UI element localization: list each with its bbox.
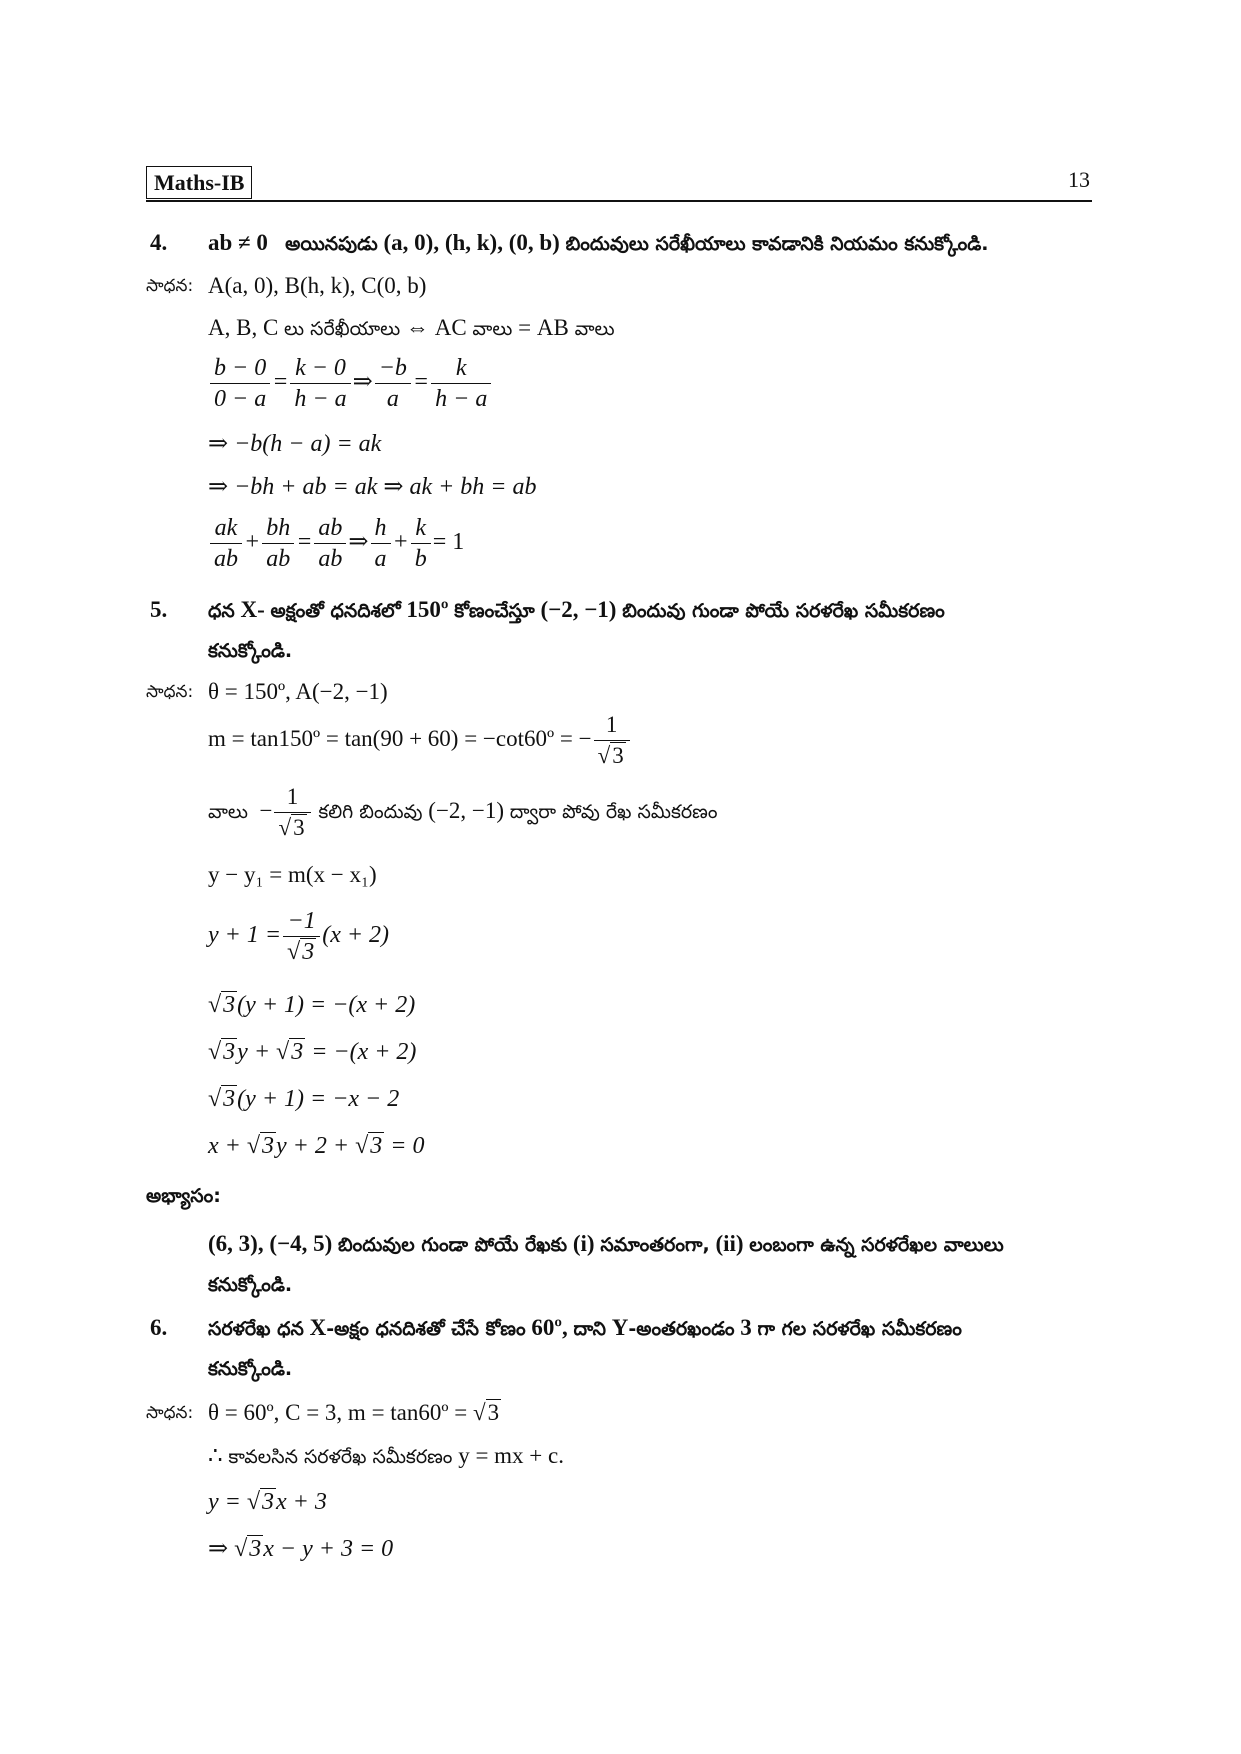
q5-line9 <box>208 1131 424 1161</box>
q6-l3-a: y = <box>208 1489 241 1515</box>
fraction: $\frac{-b}{a}$ <box>375 353 411 414</box>
q6-q-d: 60º, <box>531 1315 568 1340</box>
q5-l8: (y + 1) = −x − 2 <box>237 1086 400 1112</box>
q5-line2 <box>208 710 632 771</box>
q4-eq6: $\frac{ak}{ab}$ + $\frac{bh}{ab}$ = $\frac{ab}{ab}$ ⇒ $\frac{h}{a}$ + $\frac{k}{b}$ = 1 <box>208 513 464 574</box>
q4-eq5: ⇒ −bh + ab = ak ⇒ ak + bh = ab <box>208 474 537 500</box>
fraction: $\frac{1}{√3}$ <box>594 710 630 771</box>
q4-l2-e: = AB <box>518 315 569 340</box>
q4-l2-b: లు సరేఖీయాలు <box>284 318 401 340</box>
q6-number: 6. <box>150 1315 168 1340</box>
q4-l2-c: ⇔ AC <box>405 315 467 340</box>
fraction: $\frac{ab}{ab}$ <box>314 513 346 574</box>
page-number: 13 <box>1068 167 1090 192</box>
q6-line3 <box>208 1487 327 1517</box>
q5-q-e: కోణంచేస్తూ <box>454 600 535 622</box>
q5-q-f: (−2, −1) <box>540 597 617 622</box>
q4-line2 <box>208 313 615 344</box>
q6-l3-b: x + 3 <box>276 1489 327 1515</box>
sqrt: √3 <box>246 1489 275 1515</box>
sqrt: √3 <box>287 939 315 965</box>
q4-l2-f: వాలు <box>574 318 615 340</box>
q6-q-i: గా గల సరళరేఖ సమీకరణం <box>757 1318 962 1340</box>
practice-line1 <box>208 1229 1004 1260</box>
q5-l5-rhs: (x + 2) <box>322 922 390 949</box>
q5-q-a: ధన <box>208 600 235 622</box>
q5-l6: (y + 1) = −(x + 2) <box>237 992 416 1018</box>
q6-l2-c: y = mx + c. <box>458 1443 564 1468</box>
practice-p1-a: (6, 3), (−4, 5) <box>208 1231 333 1256</box>
header-rule <box>146 200 1092 202</box>
q5-l9-b: y + 2 + <box>276 1133 350 1159</box>
practice-label: అభ్యాసం: <box>146 1185 221 1207</box>
q4-text1: అయినపుడు <box>285 233 378 255</box>
q6-q-b: X <box>309 1315 327 1340</box>
q4-l2-a: A, B, C <box>208 315 279 340</box>
q6-l2-a: ∴ <box>208 1443 223 1468</box>
q6-l1: θ = 60º, C = 3, m = tan60º = <box>208 1400 468 1425</box>
q6-q-c: -అక్షం ధనదిశతో చేసే కోణం <box>326 1318 526 1340</box>
q6-q-a: సరళరేఖ ధన <box>208 1318 304 1340</box>
q4-number: 4. <box>150 230 168 255</box>
q4-question <box>208 228 989 259</box>
q4-l2-d: వాలు <box>472 318 513 340</box>
q5-line4: y − y₁ = m(x − x₁) <box>208 862 377 887</box>
q6-q-e: దాని <box>573 1318 606 1340</box>
q5-l3-sign: − <box>259 797 273 823</box>
sqrt: √3 <box>246 1133 275 1159</box>
q6-line1 <box>208 1398 501 1428</box>
q5-q-g: బిందువు గుండా పోయే సరళరేఖ సమీకరణం <box>622 600 945 622</box>
q4-text2: బిందువులు సరేఖీయాలు కావడానికి నియమం కనుక్కోండి. <box>565 233 989 255</box>
q4-eq6-rhs: = 1 <box>432 529 465 556</box>
fraction: $\frac{k - 0}{h - a}$ <box>290 353 350 414</box>
q5-line1: θ = 150º, A(−2, −1) <box>208 679 388 704</box>
q4-solution-label: సాధన: <box>146 276 194 296</box>
practice-p1-e: (ii) <box>715 1231 744 1256</box>
sqrt: √3 <box>208 1086 236 1112</box>
q5-q-b: X- <box>240 597 265 622</box>
fraction: $\frac{h}{a}$ <box>371 513 391 574</box>
q5-q-d: 150º <box>406 597 449 622</box>
q6-l4-b: x − y + 3 = 0 <box>263 1536 394 1562</box>
q5-l2-text: m = tan150º = tan(90 + 60) = −cot60º = − <box>208 725 592 751</box>
q5-line3 <box>208 782 717 843</box>
q5-number: 5. <box>150 597 168 622</box>
q4-eq4: ⇒ −b(h − a) = ak <box>208 431 382 457</box>
fraction: $\frac{1}{√3}$ <box>274 782 310 843</box>
q5-l9-a: x + <box>208 1133 241 1159</box>
sqrt: √3 <box>355 1133 383 1159</box>
sqrt: √3 <box>234 1536 262 1562</box>
fraction: $\frac{ak}{ab}$ <box>210 513 242 574</box>
q6-q-g: -అంతరఖండం <box>628 1318 735 1340</box>
fraction: $\frac{bh}{ab}$ <box>262 513 294 574</box>
practice-p1-c: (i) <box>572 1231 595 1256</box>
practice-p1-b: బిందువుల గుండా పోయే రేఖకు <box>338 1234 568 1256</box>
q5-l3-a: వాలు <box>208 800 248 823</box>
fraction: $\frac{b - 0}{0 - a}$ <box>210 353 270 414</box>
q5-q-c: అక్షంతో ధనదిశలో <box>270 600 401 622</box>
sqrt: √3 <box>473 1400 500 1425</box>
sqrt: √3 <box>276 1039 304 1065</box>
q5-l3-b: కలిగి బిందువు <box>318 800 423 823</box>
q6-l4-a: ⇒ <box>208 1536 229 1562</box>
fraction: $\frac{-1}{√3}$ <box>283 906 320 967</box>
q5-question-line2: కనుక్కోండి. <box>208 640 293 662</box>
q6-question-line1 <box>208 1313 962 1344</box>
q5-l3-c: (−2, −1) <box>428 797 505 823</box>
q4-line1: A(a, 0), B(h, k), C(0, b) <box>208 273 427 298</box>
fraction: $\frac{k}{h - a}$ <box>431 353 491 414</box>
practice-p1-f: లంబంగా ఉన్న సరళరేఖల వాలులు <box>749 1234 1004 1256</box>
q5-line6 <box>208 990 415 1020</box>
q5-l7-b: = −(x + 2) <box>311 1039 417 1065</box>
q4-points: (a, 0), (h, k), (0, b) <box>383 230 560 255</box>
q6-solution-label: సాధన: <box>146 1403 194 1423</box>
q4-math: ab ≠ 0 <box>208 230 268 255</box>
sqrt: √3 <box>278 815 305 840</box>
sqrt: √3 <box>208 992 236 1018</box>
header-title: Maths-IB <box>154 170 245 195</box>
q6-l2-b: కావలసిన సరళరేఖ సమీకరణం <box>228 1446 453 1468</box>
q5-l5-lhs: y + 1 = <box>208 922 282 949</box>
q5-question-line1 <box>208 595 945 626</box>
q5-line8 <box>208 1084 399 1114</box>
q6-q-h: 3 <box>740 1315 752 1340</box>
q5-line7 <box>208 1037 416 1067</box>
header-title-box <box>146 166 252 199</box>
q5-l9-c: = 0 <box>390 1133 425 1159</box>
practice-line2: కనుక్కోండి. <box>208 1274 293 1296</box>
practice-p1-d: సమాంతరంగా, <box>600 1234 710 1256</box>
sqrt: √3 <box>208 1039 236 1065</box>
q6-q-f: Y <box>611 1315 629 1340</box>
q6-line4 <box>208 1534 393 1564</box>
sqrt: √3 <box>597 743 624 768</box>
fraction: $\frac{k}{b}$ <box>411 513 431 574</box>
q5-line5 <box>208 906 389 967</box>
q6-question-line2: కనుక్కోండి. <box>208 1358 293 1380</box>
q5-solution-label: సాధన: <box>146 682 194 702</box>
q4-eq3: $\frac{b - 0}{0 - a}$ = $\frac{k - 0}{h - a}$ ⇒ $\frac{-b}{a}$ = $\frac{k}{h - a}$ <box>208 353 493 414</box>
q5-l7-a: y + <box>237 1039 271 1065</box>
q5-l3-e: ద్వారా పోవు రేఖ సమీకరణం <box>509 800 718 823</box>
q6-line2 <box>208 1441 564 1472</box>
